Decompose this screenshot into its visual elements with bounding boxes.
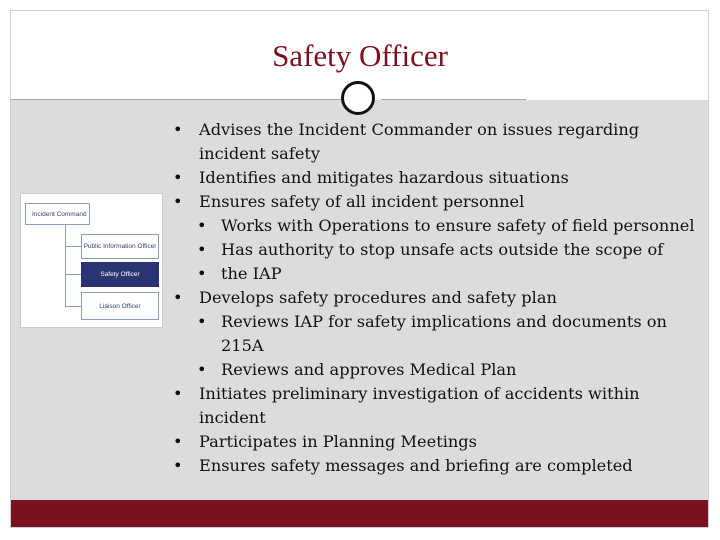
bullet-dot-icon: •	[173, 456, 183, 475]
bullet-dot-icon: •	[197, 264, 207, 283]
bullet-dot-icon: •	[197, 360, 207, 379]
sub-bullet-item	[165, 238, 705, 262]
bullet-dot-icon: •	[173, 120, 183, 139]
bullet-text: Reviews IAP for safety implications and documents on 215A	[221, 312, 667, 355]
bullet-text: Initiates preliminary investigation of accidents within incident	[199, 384, 640, 427]
org-connector-pio	[65, 246, 81, 247]
bullet-text: Develops safety procedures and safety plan	[199, 288, 557, 307]
bullet-item	[165, 454, 705, 478]
bullet-item	[165, 118, 705, 166]
org-box-public-information-officer: Public Information Officer	[81, 234, 159, 259]
org-chart	[20, 193, 163, 328]
org-box-liaison-officer: Liaison Officer	[81, 292, 159, 320]
bullet-text: Reviews and approves Medical Plan	[221, 360, 517, 379]
bullet-text: Works with Operations to ensure safety of field personnel	[221, 216, 695, 235]
org-connector-safety	[65, 274, 81, 275]
bullet-item	[165, 430, 705, 454]
bullet-item	[165, 286, 705, 310]
bullet-item	[165, 190, 705, 214]
bullet-dot-icon: •	[197, 216, 207, 235]
bullet-text: the IAP	[221, 264, 282, 283]
bullet-text: Ensures safety messages and briefing are completed	[199, 456, 633, 475]
bullet-text: Has authority to stop unsafe acts outside the scope of	[221, 240, 664, 259]
bullet-dot-icon: •	[173, 192, 183, 211]
org-connector-vertical	[65, 225, 66, 307]
bullet-dot-icon: •	[173, 432, 183, 451]
bullet-item	[165, 382, 705, 430]
ring-ornament-icon	[341, 81, 375, 115]
bullet-dot-icon: •	[173, 384, 183, 403]
bullet-item	[165, 166, 705, 190]
footer-bar	[11, 500, 708, 527]
org-connector-liaison	[65, 306, 81, 307]
bullet-text: Identifies and mitigates hazardous situations	[199, 168, 569, 187]
bullet-list	[165, 118, 705, 478]
bullet-dot-icon: •	[197, 240, 207, 259]
bullet-dot-icon: •	[173, 168, 183, 187]
bullet-text: Advises the Incident Commander on issues regarding incident safety	[199, 120, 640, 163]
bullet-dot-icon: •	[197, 312, 207, 331]
slide-title: Safety Officer	[272, 38, 448, 73]
title-rule-right	[381, 99, 526, 100]
org-box-incident-command: Incident Command	[25, 203, 90, 225]
sub-bullet-item	[165, 214, 705, 238]
bullet-dot-icon: •	[173, 288, 183, 307]
sub-bullet-item	[165, 262, 705, 286]
sub-bullet-item	[165, 310, 705, 358]
org-box-safety-officer: Safety Officer	[81, 262, 159, 287]
sub-bullet-item	[165, 358, 705, 382]
bullet-text: Participates in Planning Meetings	[199, 432, 477, 451]
title-rule-left	[11, 99, 341, 100]
bullet-text: Ensures safety of all incident personnel	[199, 192, 525, 211]
